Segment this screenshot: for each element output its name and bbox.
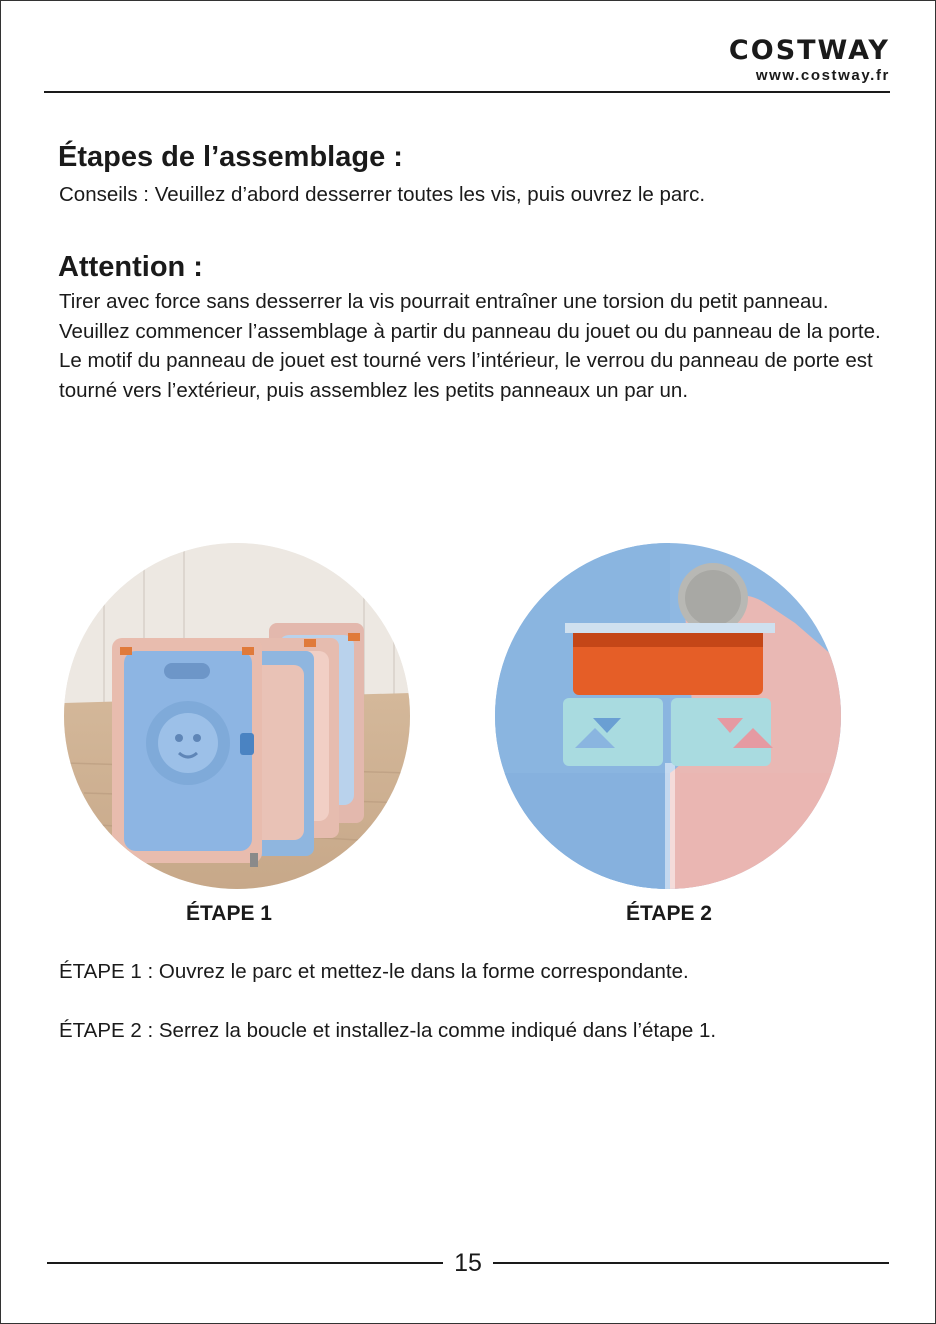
page-number: 15 bbox=[454, 1249, 482, 1277]
brand-url: www.costway.fr bbox=[755, 67, 890, 84]
step1-label: ÉTAPE 1 bbox=[186, 902, 272, 925]
assembly-steps-title: Étapes de l’assemblage : bbox=[58, 141, 403, 173]
footer-divider-right bbox=[493, 1262, 889, 1264]
header-divider bbox=[44, 91, 890, 93]
attention-title: Attention : bbox=[58, 251, 203, 283]
footer-divider-left bbox=[47, 1262, 443, 1264]
attention-body bbox=[59, 287, 889, 405]
attention-paragraph: Le motif du panneau de jouet est tourné vers l’intérieur, le verrou du panneau de porte est tourné vers l’extérieur, puis assemblez les petits panneaux un par un. bbox=[59, 349, 873, 402]
step2-photo bbox=[495, 543, 841, 889]
assembly-tip bbox=[59, 180, 889, 210]
brand-name: COSTWAY bbox=[728, 35, 890, 66]
attention-paragraph: Tirer avec force sans desserrer la vis pourrait entraîner une torsion du petit panneau. bbox=[59, 290, 829, 313]
attention-paragraph: Veuillez commencer l’assemblage à partir du panneau du jouet ou du panneau de la porte. bbox=[59, 319, 881, 343]
brand-logo bbox=[729, 36, 890, 84]
step2-label: ÉTAPE 2 bbox=[626, 902, 712, 925]
step1-description: ÉTAPE 1 : Ouvrez le parc et mettez-le dans la forme correspondante. bbox=[59, 960, 689, 983]
step2-description: ÉTAPE 2 : Serrez la boucle et installez-la comme indiqué dans l’étape 1. bbox=[59, 1019, 717, 1042]
tip-text: Conseils : Veuillez d’abord desserrer toutes les vis, puis ouvrez le parc. bbox=[59, 183, 706, 206]
step1-photo bbox=[64, 543, 410, 889]
